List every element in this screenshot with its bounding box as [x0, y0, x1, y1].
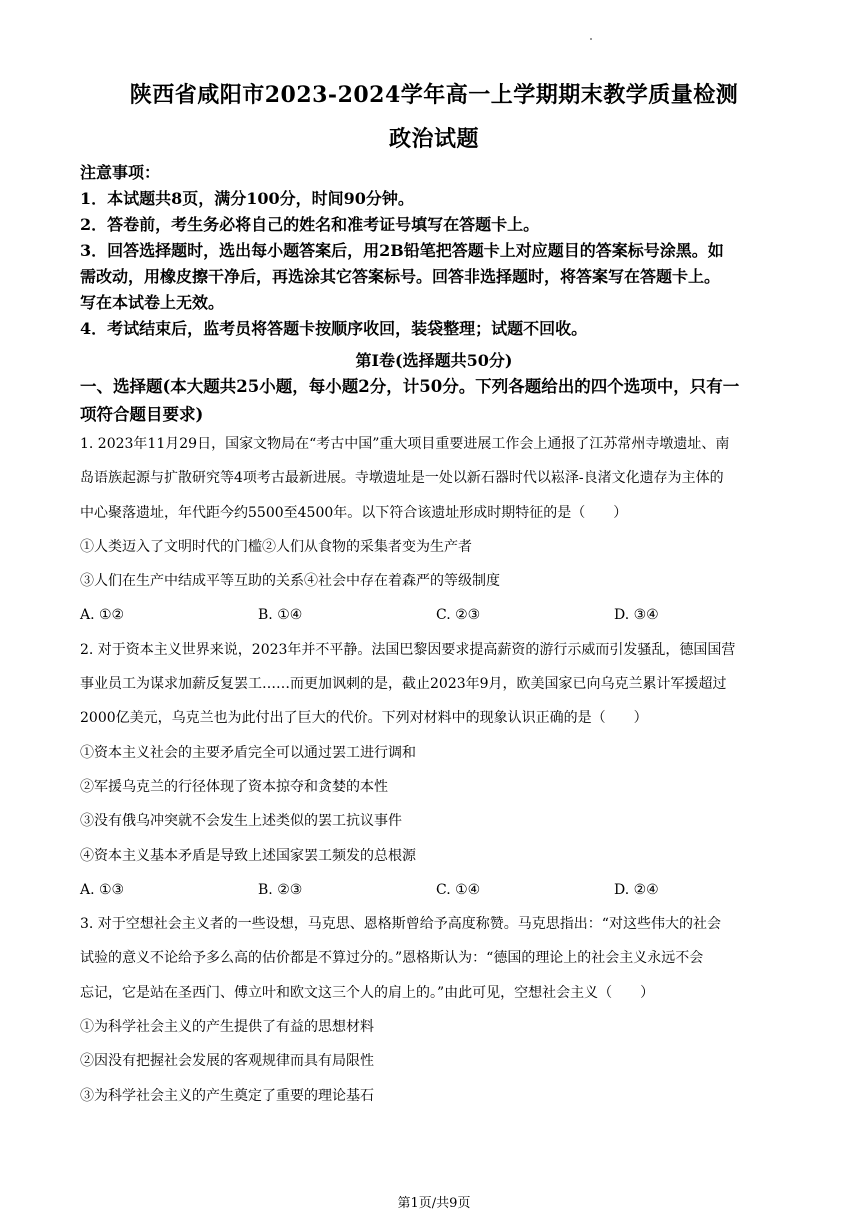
scan-dot	[590, 38, 592, 40]
question-line: 岛语族起源与扩散研究等4项考古最新进展。寺墩遗址是一处以新石器时代以崧泽-良渚文化遗存为主体的	[80, 470, 724, 487]
question-line: ①人类迈入了文明时代的门槛②人们从食物的采集者变为生产者	[80, 538, 472, 555]
question-line: ①资本主义社会的主要矛盾完全可以通过罢工进行调和	[80, 744, 416, 761]
question-line: 事业员工为谋求加薪反复罢工……而更加讽刺的是，截止2023年9月，欧美国家已向乌克兰累计军援超过	[80, 676, 727, 693]
notice-line: 需改动，用橡皮擦干净后，再选涂其它答案标号。回答非选择题时，将答案写在答题卡上。	[80, 267, 721, 286]
page-subtitle: 政治试题	[388, 126, 479, 152]
notice-line: 4．考试结束后，监考员将答题卡按顺序收回，装袋整理；试题不回收。	[80, 319, 588, 338]
question-line: 3. 对于空想社会主义者的一些设想，马克思、恩格斯曾给予高度称赞。马克思指出：“对这些伟大的社会	[80, 916, 721, 933]
notice-line: 3．回答选择题时，选出每小题答案后，用2B铅笔把答题卡上对应题目的答案标号涂黑。如	[80, 241, 724, 260]
answer-options	[80, 598, 792, 632]
page-title: 陕西省咸阳市2023-2024学年高一上学期期末教学质量检测	[129, 82, 739, 108]
option-c: C. ②③	[436, 607, 481, 624]
notice-line: 写在本试卷上无效。	[80, 293, 225, 312]
option-c: C. ①④	[436, 881, 481, 898]
option-a: A. ①③	[80, 881, 125, 898]
question-line: 忘记，它是站在圣西门、傅立叶和欧文这三个人的肩上的。”由此可见，空想社会主义（ ）	[80, 984, 655, 1001]
question-line: 1. 2023年11月29日，国家文物局在“考古中国”重大项目重要进展工作会上通报了江苏常州寺墩遗址、南	[80, 436, 730, 452]
option-b: B. ②③	[258, 881, 303, 898]
option-a: A. ①②	[80, 607, 125, 624]
page-number: 第1页/共9页	[397, 1196, 471, 1211]
question-line: 试验的意义不论给予多么高的估价都是不算过分的。”恩格斯认为：“德国的理论上的社会主义永远不会	[80, 950, 704, 967]
question-line: ②因没有把握社会发展的客观规律而具有局限性	[80, 1053, 374, 1070]
notice-block	[80, 160, 792, 342]
part-line: 项符合题目要求)	[80, 405, 204, 424]
notice-line: 2．答卷前，考生务必将自己的姓名和准考证号填写在答题卡上。	[80, 215, 540, 234]
question-line: 中心聚落遗址，年代距今约5500至4500年。以下符合该遗址形成时期特征的是（ ）	[80, 504, 628, 521]
notice-line: 1．本试题共8页，满分100分，时间90分钟。	[80, 189, 414, 208]
notice-heading: 注意事项：	[80, 163, 161, 182]
question-line: ③没有俄乌冲突就不会发生上述类似的罢工抗议事件	[80, 813, 402, 830]
question-line: ④资本主义基本矛盾是导致上述国家罢工频发的总根源	[80, 847, 416, 864]
question-line: ②军援乌克兰的行径体现了资本掠夺和贪婪的本性	[80, 778, 388, 795]
part-instructions	[80, 373, 792, 429]
question-1	[80, 427, 792, 1113]
option-d: D. ③④	[614, 607, 659, 624]
question-line: 2000亿美元，乌克兰也为此付出了巨大的代价。下列对材料中的现象认识正确的是（ ）	[80, 710, 648, 727]
option-b: B. ①④	[258, 607, 303, 624]
question-line: ①为科学社会主义的产生提供了有益的思想材料	[80, 1019, 374, 1036]
section-title: 第Ⅰ卷(选择题共50分)	[355, 351, 513, 370]
part-line: 一、选择题(本大题共25小题，每小题2分，计50分。下列各题给出的四个选项中，只有一	[80, 377, 740, 396]
answer-options	[80, 873, 792, 907]
question-line: ③人们在生产中结成平等互助的关系④社会中存在着森严的等级制度	[80, 573, 500, 590]
question-line: ③为科学社会主义的产生奠定了重要的理论基石	[80, 1087, 374, 1104]
option-d: D. ②④	[614, 881, 659, 898]
question-line: 2. 对于资本主义世界来说，2023年并不平静。法国巴黎因要求提高薪资的游行示威而引发骚乱，德国国营	[80, 641, 736, 658]
